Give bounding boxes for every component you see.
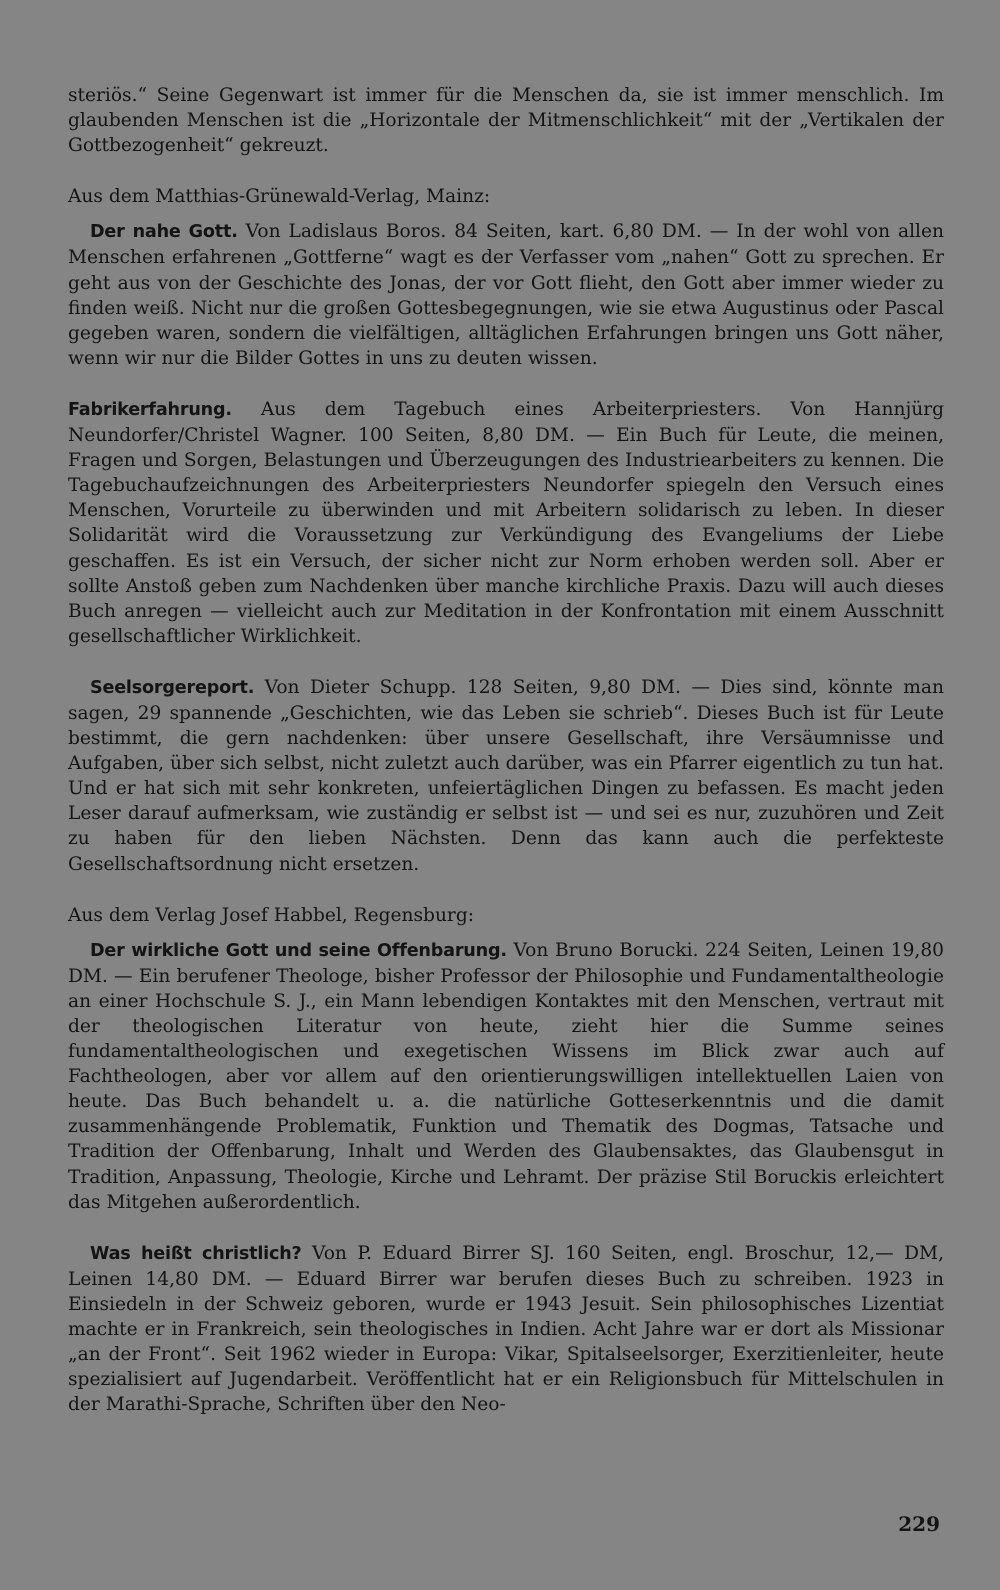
page-content <box>68 83 944 1417</box>
page-number: 229 <box>898 1512 940 1536</box>
publisher-heading-gruenewald: Aus dem Matthias-Grünewald-Verlag, Mainz: <box>68 186 491 208</box>
intro-paragraph: steriös.“ Seine Gegenwart ist immer für die Menschen da, sie ist immer menschlich. Im glaubenden Menschen ist die „Horizontale der Mitmenschlichkeit“ mit der „Vertikalen der Gottbezogenheit“ gekreuzt. <box>68 85 944 157</box>
book-description: Von Ladislaus Boros. 84 Seiten, kart. 6,80 DM. — In der wohl von allen Menschen erfahrenen „Gottferne“ wagt es der Verfasser vom „nahen“ Gott zu sprechen. Er geht aus von der Geschichte des Jonas, der vor Gott flieht, den Gott aber immer wieder zu finden weiß. Nicht nur die großen Gottesbegegnungen, wie sie etwa Augustinus oder Pascal gegeben waren, sondern die vielfältigen, alltäglichen Erfahrungen bringen uns Gott näher, wenn wir nur die Bilder Gottes in uns zu deuten wissen. <box>68 221 944 369</box>
book-entry-was-heisst-christlich <box>68 1241 944 1418</box>
book-title: Fabrikerfahrung. <box>68 399 232 420</box>
book-description: Von P. Eduard Birrer SJ. 160 Seiten, engl. Broschur, 12,— DM, Leinen 14,80 DM. — Eduard Birrer war berufen dieses Buch zu schreiben. 1923 in Einsiedeln in der Schweiz geboren, wurde er 1943 Jesuit. Sein philosophisches Lizentiat machte er in Frankreich, sein theologisches in Indien. Acht Jahre war er dort als Missionar „an der Front“. Seit 1962 wieder in Europa: Vikar, Spitalseelsorger, Exerzitienleiter, heute spezialisiert auf Jugendarbeit. Veröffentlicht hat er ein Religionsbuch für Mittelschulen in der Marathi-Sprache, Schriften über den Neo- <box>68 1242 944 1416</box>
book-entry-der-wirkliche-gott <box>68 938 944 1215</box>
book-entry-der-nahe-gott <box>68 219 944 371</box>
book-entry-seelsorgereport <box>68 675 944 877</box>
book-title: Was heißt christlich? <box>90 1243 302 1264</box>
book-entry-fabrikerfahrung <box>68 397 944 649</box>
book-title: Seelsorgereport. <box>90 677 255 698</box>
book-description: Aus dem Tagebuch eines Arbeiterpriesters. Von Hannjürg Neundorfer/Christel Wagner. 100 Seiten, 8,80 DM. — Ein Buch für Leute, die meinen, Fragen und Sorgen, Belastungen und Überzeugungen des Industriearbeiters zu kennen. Die Tagebuchaufzeichnungen des Arbeiterpriesters Neundorfer spiegeln den Versuch eines Menschen, Vorurteile zu überwinden und mit Arbeitern solidarisch zu leben. In dieser Solidarität wird die Voraussetzung zur Verkündigung des Evangeliums der Liebe geschaffen. Es ist ein Versuch, der sicher nicht zur Norm erhoben werden soll. Aber er sollte Anstoß geben zum Nachdenken über manche kirchliche Praxis. Dazu will auch dieses Buch anregen — vielleicht auch zur Meditation in der Konfrontation mit einem Ausschnitt gesellschaftlicher Wirklichkeit. <box>68 398 944 647</box>
book-description: Von Dieter Schupp. 128 Seiten, 9,80 DM. — Dies sind, könnte man sagen, 29 spannende „Geschichten, wie das Leben sie schrieb“. Dieses Buch ist für Leute bestimmt, die gern nachdenken: über unsere Gesellschaft, ihre Versäumnisse und Aufgaben, über sich selbst, nicht zuletzt auch darüber, was ein Pfarrer eigentlich zu tun hat. Und er hat sich mit sehr konkreten, unfeiertäglichen Dingen zu befassen. Es macht jeden Leser darauf aufmerksam, wie zuständig er selbst ist — und sei es nur, zuzuhören und Zeit zu haben für den lieben Nächsten. Denn das kann auch die perfekteste Gesellschaftsordnung nicht ersetzen. <box>68 676 944 875</box>
book-description: Von Bruno Borucki. 224 Seiten, Leinen 19,80 DM. — Ein berufener Theologe, bisher Professor der Philosophie und Fundamentaltheologie an einer Hochschule S. J., ein Mann lebendigen Kontaktes mit den Menschen, vertraut mit der theologischen Literatur von heute, zieht hier die Summe seines fundamentaltheologischen und exegetischen Wissens im Blick zwar auch auf Fachtheologen, aber vor allem auf den orientierungswilligen intellektuellen Laien von heute. Das Buch behandelt u. a. die natürliche Gotteserkenntnis und die damit zusammenhängende Problematik, Funktion und Thematik des Dogmas, Tatsache und Tradition der Offenbarung, Inhalt und Werden des Glaubensaktes, das Glaubensgut in Tradition, Anpassung, Theologie, Kirche und Lehramt. Der präzise Stil Boruckis erleichtert das Mitgehen außerordentlich. <box>68 939 944 1213</box>
publisher-heading-habbel: Aus dem Verlag Josef Habbel, Regensburg: <box>68 904 474 926</box>
book-title: Der wirkliche Gott und seine Offenbarung. <box>90 940 507 961</box>
book-title: Der nahe Gott. <box>90 222 238 243</box>
